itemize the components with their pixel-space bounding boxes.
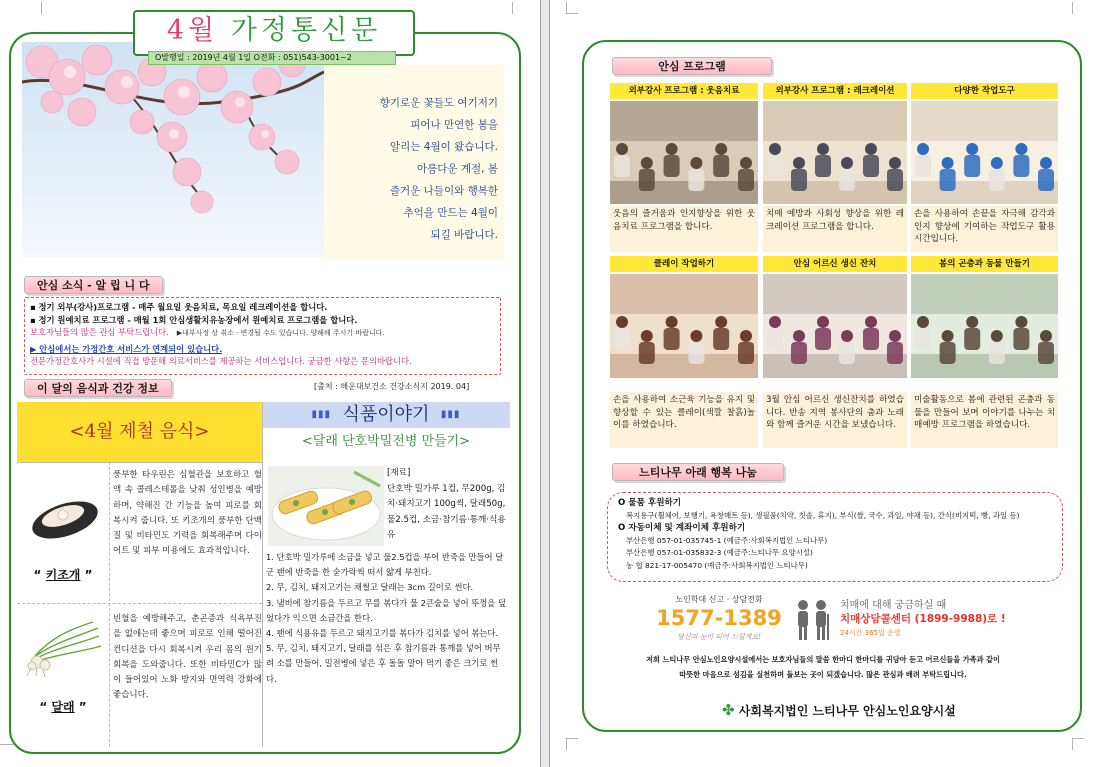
newsletter-title	[135, 12, 413, 50]
transfer-donation-title: O 자동이체 및 계좌이체 후원하기	[618, 523, 746, 534]
program-title: 외부강사 프로그램 : 레크레이션	[763, 83, 907, 99]
food-heading: 이 달의 음식과 건강 정보	[24, 379, 172, 397]
wild-chive-image	[17, 618, 109, 682]
recipe-title: <달래 단호박밀전병 만들기>	[301, 434, 471, 449]
goods-donation-title: O 물품 후원하기	[618, 498, 682, 508]
crop-mark	[512, 2, 524, 14]
bank-account: 농 협 821-17-005470 (예금주:사회복지법인 느티나무)	[626, 560, 808, 570]
recipe-ingredients	[387, 466, 509, 544]
recipe-step: 2. 무, 김치, 돼지고기는 채썰고 달래는 3cm 길이로 썬다.	[266, 582, 474, 593]
recipe-step: 4. 팬에 식용유를 두르고 돼지고기를 볶다가 김치를 넣어 볶는다.	[266, 628, 499, 639]
dementia-hours: 24시간 365일 운영	[840, 629, 901, 637]
notice-line-row	[30, 326, 495, 340]
abuse-hotline-label: 노인학대 신고 · 상담전화	[675, 595, 763, 604]
food-desc-pen-shell: 풍부한 타우린은 심혈관을 보호하고 혈액 속 콜레스테롤을 낮춰 성인병을 예방하며, 약해진 간 기능을 높여 피로를 회복시켜 줍니다. 또 키조개의 풍부한 단백질 및 비타민도 기력을 회복해주며 다이어트 및 피부 미용에도 효과적입니다.	[113, 470, 262, 557]
sharing-heading: 느티나무 아래 행복 나눔	[612, 463, 784, 481]
publication-info: O발행일 : 2019년 4월 1일 O전화 : 051)543-3001~2	[148, 51, 396, 65]
hotline-banner	[654, 594, 1014, 646]
donation-box	[607, 492, 1063, 582]
notice-line: ▪ 정기 원예치료 프로그램 - 매월 1회 안심생활치유농장에서 원예치료 프로그램을 합니다.	[30, 314, 358, 325]
notice-line: ▶ 안심에서는 가정간호 서비스가 연계되어 있습니다.	[30, 343, 223, 354]
program-heading: 안심 프로그램	[612, 57, 772, 75]
program-description: 손을 사용하여 소근육 기능을 유지 및 향상할 수 있는 클레이(색깔 찰흙)놀이를 하였습니다.	[610, 392, 758, 448]
elderly-couple-icon	[790, 598, 834, 642]
dementia-call-center: 치매상담콜센터 (1899-9988)로 !	[840, 613, 1006, 625]
program-title: 봄의 곤충과 동물 만들기	[911, 256, 1058, 272]
crop-mark	[1072, 2, 1084, 14]
title-decoration: ▮▮▮	[440, 409, 461, 420]
organization-label: 사회복지법인 느티나무 안심노인요양시설	[738, 704, 956, 718]
food-source: [출처 : 해운대보건소 건강소식지 2019. 04]	[314, 382, 470, 391]
organization-logo-icon: ✤	[722, 701, 735, 719]
organization-name	[722, 700, 1022, 721]
seasonal-food-title: <4월 제철 음식>	[17, 402, 262, 462]
crop-mark	[566, 738, 578, 750]
crop-mark	[566, 2, 578, 14]
crop-mark	[1072, 738, 1084, 750]
program-photo	[911, 101, 1058, 204]
food-desc-wild-chive: 빈혈을 예방해주고, 춘곤증과 식욕부진을 없애는데 좋으며 피로로 인해 떨어진 컨디션을 다시 회복시켜 우리 몸의 원기회복을 도와줍니다. 또한 비타민C가 많이 들어있어 노화 방지와 면역력 강화에 좋습니다.	[113, 614, 262, 701]
crop-mark	[30, 2, 42, 14]
table-line	[262, 402, 263, 747]
program-title: 클레이 작업하기	[610, 256, 758, 272]
program-title: 외부강사 프로그램 : 웃음치료	[610, 83, 758, 99]
thanks-message: 저희 느티나무 안심노인요양시설에서는 보호자님들의 말씀 한마디 한마디를 귀담아 듣고 어르신들을 가족과 같이 따뜻한 마음으로 섬김을 실천하며 돌보는 곳이 되겠습니다. 많은 관심과 배려 부탁드립니다.	[646, 655, 1000, 679]
ingredients-text: 단호박 밀가루 1컵, 무200g, 김치·돼지고기 100g씩, 달래50g, 물2.5컵, 소금·참기름·통깨·식용유	[387, 483, 506, 541]
program-photo	[610, 274, 758, 390]
program-description: 3월 안심 어르신 생신잔치를 하였습니다. 반송 지역 봉사단의 춤과 노래와 함께 즐거운 시간을 보냈습니다.	[763, 392, 907, 448]
title-month: 4월	[166, 15, 219, 46]
notice-line: 보호자님들의 많은 관심 부탁드립니다.	[30, 327, 169, 338]
title-text: 가정통신문	[230, 15, 382, 46]
program-description: 미술활동으로 봄에 관련된 곤충과 동물을 만들어 보며 이야기를 나누는 치매예방 프로그램을 하였습니다.	[911, 392, 1058, 448]
recipe-steps	[266, 550, 508, 687]
greeting-text: 향기로운 꽃들도 여기저기 피어나 만연한 봄을 알리는 4월이 왔습니다. 아름다운 계절, 봄 즐거운 나들이와 행복한 추억을 만드는 4월이 되길 바랍니다.	[379, 97, 498, 241]
program-title: 안심 어르신 생신 잔치	[763, 256, 907, 272]
program-photo	[911, 274, 1058, 390]
greeting-box	[324, 65, 504, 260]
pen-shell-image	[17, 490, 109, 546]
story-title-text: 식품이야기	[342, 404, 430, 425]
page-divider	[540, 0, 550, 767]
program-title: 다양한 작업도구	[911, 83, 1058, 99]
bank-account: 부산은행 057-01-035745-1 (예금주:사회복지법인 느티나무)	[626, 535, 828, 545]
food-name-pen-shell: “ 키조개 ”	[33, 568, 93, 582]
table-line	[17, 462, 262, 463]
recipe-step: 5. 무, 김치, 돼지고기, 달래를 섞은 후 참기름과 통깨를 넣어 버무려 소를 만들어, 밀전병에 넣은 후 돌돌 말아 먹기 좋은 크기로 썬다.	[266, 643, 501, 684]
notice-line: ▶내부사정 상 취소 · 변경될 수도 있습니다. 양해해 주시기 바랍니다.	[176, 329, 385, 338]
notice-line: ▪ 정기 외부(강사)프로그램 - 매주 월요일 웃음치료, 목요일 레크레이션을 합니다.	[30, 302, 328, 312]
left-page	[0, 0, 538, 767]
table-line	[109, 462, 110, 747]
dementia-question: 치매에 대해 궁금하실 때	[840, 600, 947, 611]
abuse-hotline-number: 1577-1389	[656, 606, 782, 630]
food-name-wild-chive: “ 달래 ”	[39, 700, 87, 714]
program-photo	[763, 274, 907, 390]
program-photo	[610, 101, 758, 204]
ingredients-label: [재료]	[387, 468, 411, 478]
program-description: 손을 사용하여 손끝을 자극해 감각과 인지 향상에 기여하는 작업도구 활용 시간입니다.	[911, 206, 1058, 252]
program-description: 웃음의 즐거움과 인지향상을 위한 웃음치료 프로그램을 합니다.	[610, 206, 758, 252]
pancake-rolls-image	[268, 466, 384, 546]
goods-donation-list: 복지용구(휠체어, 보행기, 욕창매트 등), 생필품(치약, 칫솔, 휴지), 부식(쌀, 국수, 과일, 야채 등), 간식(비지떡, 빵, 과일 등)	[626, 510, 1020, 520]
notice-line: 전문가정간호사가 시설에 직접 방문해 의료서비스를 제공하는 서비스입니다. 궁금한 사항은 문의바랍니다.	[30, 356, 412, 367]
crop-mark	[0, 744, 14, 756]
cherry-blossom-image	[22, 42, 324, 257]
newsletter-masthead	[133, 10, 415, 56]
abuse-hotline-slogan: 당신의 눈이 되어 드릴게요!	[677, 633, 761, 641]
notice-heading: 안심 소식 - 알 립 니 다	[24, 276, 163, 294]
program-description: 치매 예방과 사회성 향상을 위한 레크레이션 프로그램을 합니다.	[763, 206, 907, 252]
bank-account: 부산은행 057-01-035832-3 (예금주:느티나무 요양시설)	[626, 548, 813, 558]
recipe-step: 1. 단호박 밀가루에 소금을 넣고 물2.5컵을 부어 반죽을 만들어 달군 팬에 반죽을 한 숟가락씩 떠서 얇게 부친다.	[266, 552, 504, 578]
program-photo	[763, 101, 907, 204]
recipe-step: 3. 냄비에 참기름을 두르고 무를 볶다가 물 2큰술을 넣어 뚜껑을 덮었다가 익으면 소금간을 한다.	[266, 597, 506, 623]
table-line	[17, 603, 262, 604]
food-story-title	[262, 402, 510, 428]
notice-box	[24, 297, 501, 375]
title-decoration: ▮▮▮	[311, 409, 332, 420]
